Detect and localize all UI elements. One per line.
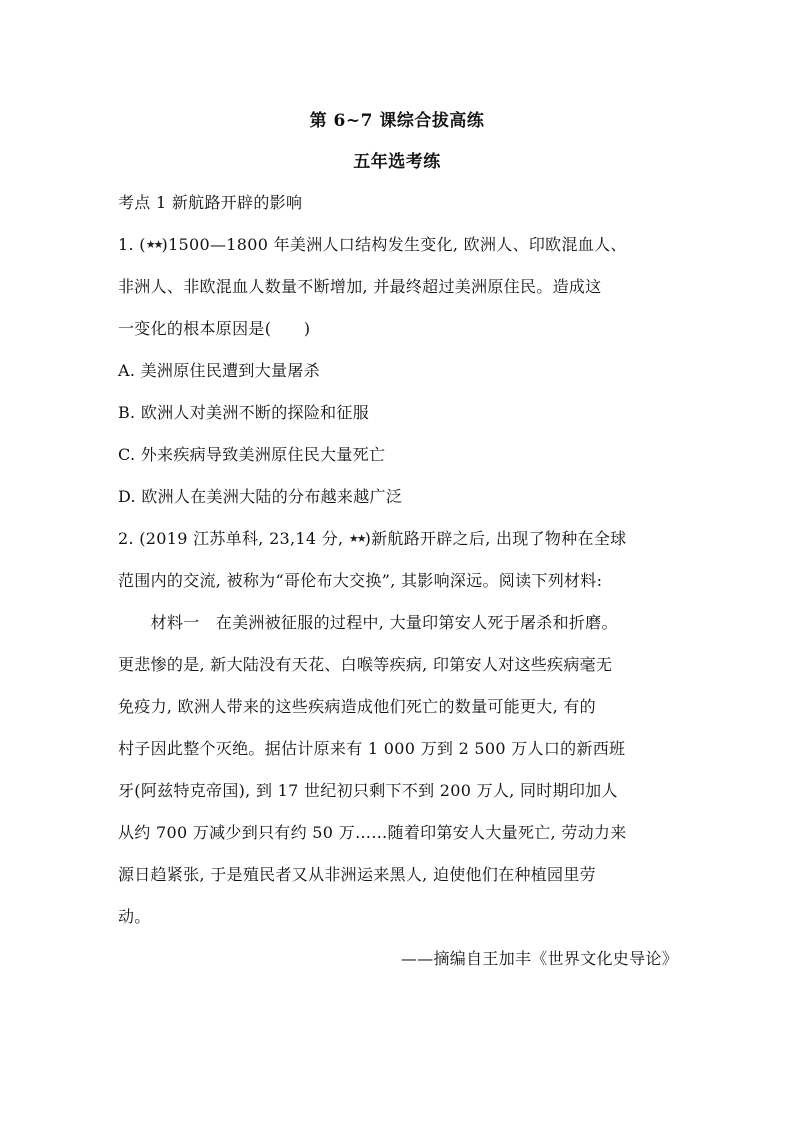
material-source: ——摘编自王加丰《世界文化史导论》 <box>400 949 678 968</box>
material-line: 更悲惨的是, 新大陆没有天花、白喉等疾病, 印第安人对这些疾病毫无 <box>118 655 613 674</box>
material-line: 免疫力, 欧洲人带来的这些疾病造成他们死亡的数量可能更大, 有的 <box>118 697 596 716</box>
difficulty-stars-icon: ★★ <box>348 532 365 545</box>
option-a: A. 美洲原住民遭到大量屠杀 <box>118 361 320 380</box>
question-1-line-2: 非洲人、非欧混血人数量不断增加, 并最终超过美洲原住民。造成这 <box>118 277 602 296</box>
question-1-prefix: 1. ( <box>118 235 146 254</box>
question-2-prefix: 2. (2019 江苏单科, 23,14 分, <box>118 529 349 548</box>
section-heading: 考点 1 新航路开辟的影响 <box>118 193 303 212</box>
material-line: 从约 700 万减少到只有约 50 万……随着印第安人大量死亡, 劳动力来 <box>118 823 627 842</box>
difficulty-stars-icon: ★★ <box>145 238 162 251</box>
material-line: 牙(阿兹特克帝国), 到 17 世纪初只剩下不到 200 万人, 同时期印加人 <box>118 781 618 800</box>
page-title: 第 6~7 课综合拔高练 <box>309 111 485 131</box>
question-1-line-1 <box>118 232 627 255</box>
material-line: 材料一 在美洲被征服的过程中, 大量印第安人死于屠杀和折磨。 <box>118 613 618 632</box>
option-d: D. 欧洲人在美洲大陆的分布越来越广泛 <box>118 487 403 506</box>
page-subtitle: 五年选考练 <box>353 152 441 172</box>
question-1-text: )1500—1800 年美洲人口结构发生变化, 欧洲人、印欧混血人、 <box>161 235 627 254</box>
option-c: C. 外来疾病导致美洲原住民大量死亡 <box>118 445 386 464</box>
material-line: 村子因此整个灭绝。据估计原来有 1 000 万到 2 500 万人口的新西班 <box>118 739 626 758</box>
option-b: B. 欧洲人对美洲不断的探险和征服 <box>118 403 370 422</box>
question-1-line-3: 一变化的根本原因是( ) <box>118 319 311 338</box>
material-line: 源日趋紧张, 于是殖民者又从非洲运来黑人, 迫使他们在种植园里劳 <box>118 865 596 884</box>
question-2-line-2: 范围内的交流, 被称为“哥伦布大交换”, 其影响深远。阅读下列材料: <box>118 571 603 590</box>
material-line: 动。 <box>118 907 151 926</box>
question-2-text: )新航路开辟之后, 出现了物种在全球 <box>364 529 627 548</box>
question-2-line-1 <box>118 526 626 549</box>
